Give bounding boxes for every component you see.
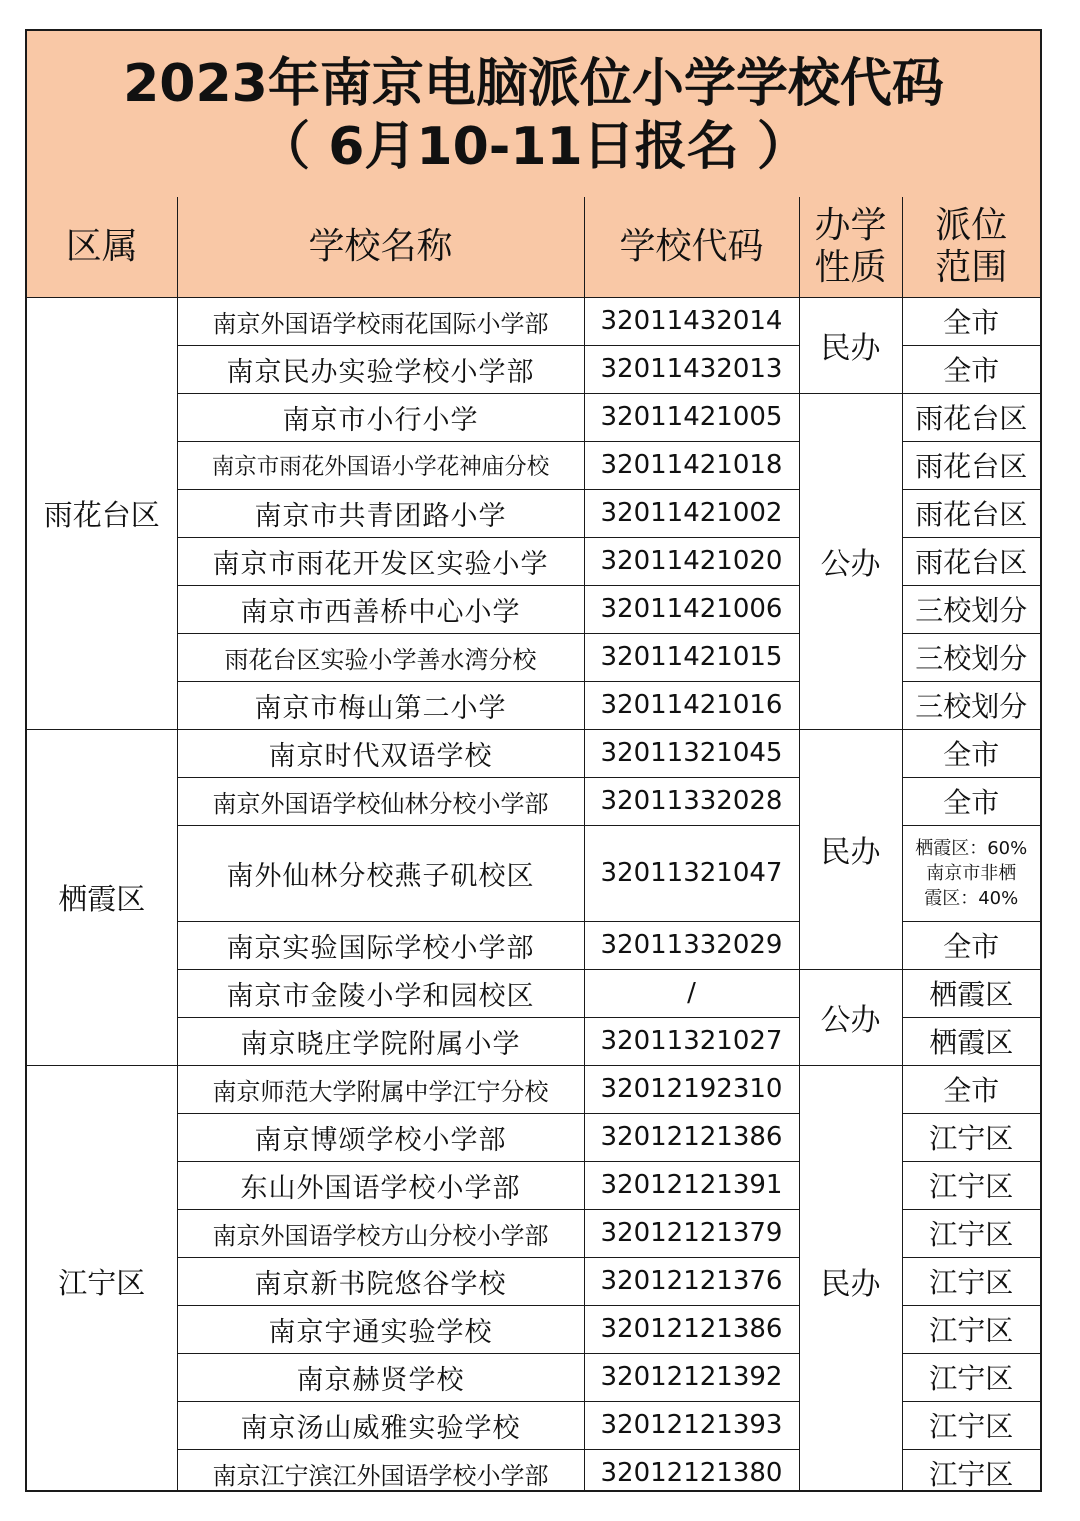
header-school-code: 学校代码 <box>584 197 799 297</box>
page-subtitle: （ 6月10-11日报名 ） <box>258 117 809 177</box>
header-school-name: 学校名称 <box>177 197 584 297</box>
school-code-cell: 32011332029 <box>584 921 799 969</box>
range-cell: 江宁区 <box>902 1161 1040 1209</box>
range-cell: 全市 <box>902 777 1040 825</box>
school-name-cell: 南京民办实验学校小学部 <box>177 345 584 393</box>
school-name-cell: 南京博颂学校小学部 <box>177 1113 584 1161</box>
range-cell: 雨花台区 <box>902 393 1040 441</box>
school-name-cell: 雨花台区实验小学善水湾分校 <box>177 633 584 681</box>
school-name-cell: 南京市雨花开发区实验小学 <box>177 537 584 585</box>
school-name-cell: 南京市西善桥中心小学 <box>177 585 584 633</box>
school-type-cell: 公办 <box>799 969 902 1065</box>
range-cell: 三校划分 <box>902 585 1040 633</box>
range-cell: 栖霞区 <box>902 969 1040 1017</box>
range-cell: 全市 <box>902 297 1040 345</box>
school-name-cell: 南京外国语学校仙林分校小学部 <box>177 777 584 825</box>
school-code-cell: 32011421020 <box>584 537 799 585</box>
school-code-cell: 32011421005 <box>584 393 799 441</box>
range-cell: 江宁区 <box>902 1257 1040 1305</box>
school-name-cell: 南京汤山威雅实验学校 <box>177 1401 584 1449</box>
range-note-line: 南京市非栖 <box>926 862 1017 884</box>
school-code-cell: 32011332028 <box>584 777 799 825</box>
school-code-sheet <box>25 29 1042 1492</box>
school-code-cell: 32011421006 <box>584 585 799 633</box>
page-title: 2023年南京电脑派位小学学校代码 <box>123 54 944 114</box>
school-code-cell: 32011421016 <box>584 681 799 729</box>
school-code-cell: 32011421018 <box>584 441 799 489</box>
school-name-cell: 南京市梅山第二小学 <box>177 681 584 729</box>
school-code-cell: 32012121379 <box>584 1209 799 1257</box>
school-code-cell: 32012121392 <box>584 1353 799 1401</box>
school-name-cell: 南京宇通实验学校 <box>177 1305 584 1353</box>
header-school-type: 办学 性质 <box>799 197 902 297</box>
range-cell: 全市 <box>902 1065 1040 1113</box>
header-allocation-range: 派位 范围 <box>902 197 1040 297</box>
school-code-cell: 32012121391 <box>584 1161 799 1209</box>
range-cell: 江宁区 <box>902 1305 1040 1353</box>
school-code-cell: 32011321045 <box>584 729 799 777</box>
range-cell: 雨花台区 <box>902 537 1040 585</box>
school-code-table <box>27 197 1040 1492</box>
range-note-line: 霞区：40% <box>924 887 1019 909</box>
school-code-cell: 32011421002 <box>584 489 799 537</box>
school-type-cell: 民办 <box>799 297 902 393</box>
school-code-cell: 32012121386 <box>584 1113 799 1161</box>
range-cell: 雨花台区 <box>902 441 1040 489</box>
school-name-cell: 南外仙林分校燕子矶校区 <box>177 825 584 921</box>
school-name-cell: 南京晓庄学院附属小学 <box>177 1017 584 1065</box>
school-name-cell: 南京实验国际学校小学部 <box>177 921 584 969</box>
school-name-cell: 南京外国语学校雨花国际小学部 <box>177 297 584 345</box>
table-row <box>27 297 1040 345</box>
school-name-cell: 南京市共青团路小学 <box>177 489 584 537</box>
district-cell-yuhuatai: 雨花台区 <box>27 297 177 729</box>
range-cell: 江宁区 <box>902 1113 1040 1161</box>
school-name-cell: 南京师范大学附属中学江宁分校 <box>177 1065 584 1113</box>
table-row <box>27 393 1040 441</box>
header-district: 区属 <box>27 197 177 297</box>
school-code-cell: 32011432013 <box>584 345 799 393</box>
range-cell: 栖霞区 <box>902 1017 1040 1065</box>
school-code-cell: / <box>584 969 799 1017</box>
school-code-cell: 32011321047 <box>584 825 799 921</box>
school-type-cell: 公办 <box>799 393 902 729</box>
school-name-cell: 南京市雨花外国语小学花神庙分校 <box>177 441 584 489</box>
range-cell: 全市 <box>902 921 1040 969</box>
school-code-cell: 32012121393 <box>584 1401 799 1449</box>
title-banner <box>27 31 1040 199</box>
school-code-cell: 32012121376 <box>584 1257 799 1305</box>
range-cell: 江宁区 <box>902 1209 1040 1257</box>
school-code-cell: 32011421015 <box>584 633 799 681</box>
school-name-cell: 南京赫贤学校 <box>177 1353 584 1401</box>
school-code-cell: 32012192310 <box>584 1065 799 1113</box>
range-note-line: 栖霞区：60% <box>915 837 1028 859</box>
school-code-cell: 32012121380 <box>584 1449 799 1492</box>
school-type-cell: 民办 <box>799 729 902 969</box>
school-name-cell: 南京市金陵小学和园校区 <box>177 969 584 1017</box>
district-cell-jiangning: 江宁区 <box>27 1065 177 1492</box>
school-code-cell: 32011432014 <box>584 297 799 345</box>
school-name-cell: 南京时代双语学校 <box>177 729 584 777</box>
range-cell: 江宁区 <box>902 1401 1040 1449</box>
range-cell-split-quota <box>902 825 1040 921</box>
range-cell: 江宁区 <box>902 1353 1040 1401</box>
table-row <box>27 729 1040 777</box>
range-cell: 三校划分 <box>902 681 1040 729</box>
table-row <box>27 1065 1040 1113</box>
school-code-cell: 32012121386 <box>584 1305 799 1353</box>
school-name-cell: 南京外国语学校方山分校小学部 <box>177 1209 584 1257</box>
school-type-cell: 民办 <box>799 1065 902 1492</box>
range-cell: 三校划分 <box>902 633 1040 681</box>
range-cell: 全市 <box>902 729 1040 777</box>
district-cell-qixia: 栖霞区 <box>27 729 177 1065</box>
range-cell: 全市 <box>902 345 1040 393</box>
school-name-cell: 南京新书院悠谷学校 <box>177 1257 584 1305</box>
table-row <box>27 969 1040 1017</box>
range-cell: 雨花台区 <box>902 489 1040 537</box>
school-name-cell: 东山外国语学校小学部 <box>177 1161 584 1209</box>
school-name-cell: 南京市小行小学 <box>177 393 584 441</box>
school-code-cell: 32011321027 <box>584 1017 799 1065</box>
table-header-row <box>27 197 1040 297</box>
range-cell: 江宁区 <box>902 1449 1040 1492</box>
school-name-cell: 南京江宁滨江外国语学校小学部 <box>177 1449 584 1492</box>
